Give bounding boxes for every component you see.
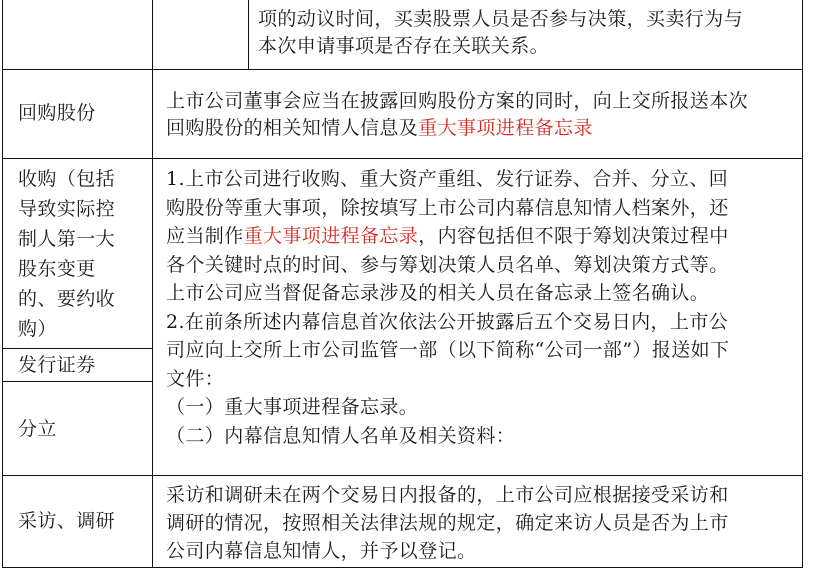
text-line: 本次申请事项是否存在关联关系。 (258, 35, 550, 57)
row-divider (2, 158, 803, 159)
label-line: 的、要约收 (18, 288, 116, 310)
text-line: 公司内幕信息知情人，并予以登记。 (166, 540, 477, 562)
text-segment: ，内容包括但不限于筹划决策过程中 (418, 225, 729, 247)
label-line: 股东变更 (18, 258, 96, 280)
text-line: 各个关键时点的时间、参与筹划决策人员名单、筹划决策方式等。 (166, 253, 729, 276)
memo-highlight: 重大事项进程备忘录 (418, 117, 593, 139)
label-line: 制人第一大 (18, 228, 116, 250)
memo-highlight: 重大事项进程备忘录 (243, 225, 419, 247)
label-line: 导致实际控 (18, 198, 116, 220)
buyback-label: 回购股份 (18, 102, 96, 124)
row-divider (2, 475, 803, 476)
interview-label: 采访、调研 (18, 510, 116, 532)
label-line: 收购（包括 (18, 168, 116, 190)
buyback-content (166, 88, 748, 142)
text-line: 调研的情况，按照相关法律法规的规定，确定来访人员是否为上市 (166, 512, 729, 534)
column-divider (248, 0, 249, 70)
text-segment: 回购股份的相关知情人信息及 (166, 117, 419, 139)
list-item: （二）内幕信息知情人名单及相关资料： (166, 424, 516, 447)
text-line (166, 115, 748, 142)
text-line: 文件： (166, 367, 225, 390)
merger-content (166, 165, 729, 450)
top-row-content (258, 6, 743, 60)
text-line: 上市公司董事会应当在披露回购股份方案的同时，向上交所报送本次 (166, 90, 749, 112)
row-divider (2, 69, 803, 70)
column-divider (152, 0, 153, 568)
text-line: 1.上市公司进行收购、重大资产重组、发行证券、合并、分立、回 (166, 168, 729, 190)
issue-securities-label: 发行证券 (18, 354, 96, 376)
text-line: 上市公司应当督促备忘录涉及的相关人员在备忘录上签名确认。 (166, 282, 710, 304)
text-line (166, 222, 729, 251)
acquisition-label (18, 164, 115, 344)
row-divider (2, 348, 152, 349)
text-line: 2.在前条所述内幕信息首次依法公开披露后五个交易日内，上市公 (166, 310, 729, 333)
row-divider (2, 567, 803, 568)
text-line: 司应向上交所上市公司监管一部（以下简称“公司一部”）报送如下 (166, 339, 730, 361)
interview-content (166, 481, 729, 565)
split-label: 分立 (18, 418, 57, 440)
text-line: 采访和调研未在两个交易日内报备的，上市公司应根据接受采访和 (166, 484, 729, 506)
label-line: 购） (18, 318, 57, 340)
text-line: 项的动议时间，买卖股票人员是否参与决策，买卖行为与 (258, 8, 744, 30)
table-right-border (802, 0, 803, 568)
list-item: （一）重大事项进程备忘录。 (166, 396, 419, 418)
text-segment: 应当制作 (166, 225, 244, 247)
table-left-border (2, 0, 3, 568)
row-divider (2, 381, 152, 382)
text-line: 购股份等重大事项，除按填写上市公司内幕信息知情人档案外，还 (166, 196, 729, 219)
